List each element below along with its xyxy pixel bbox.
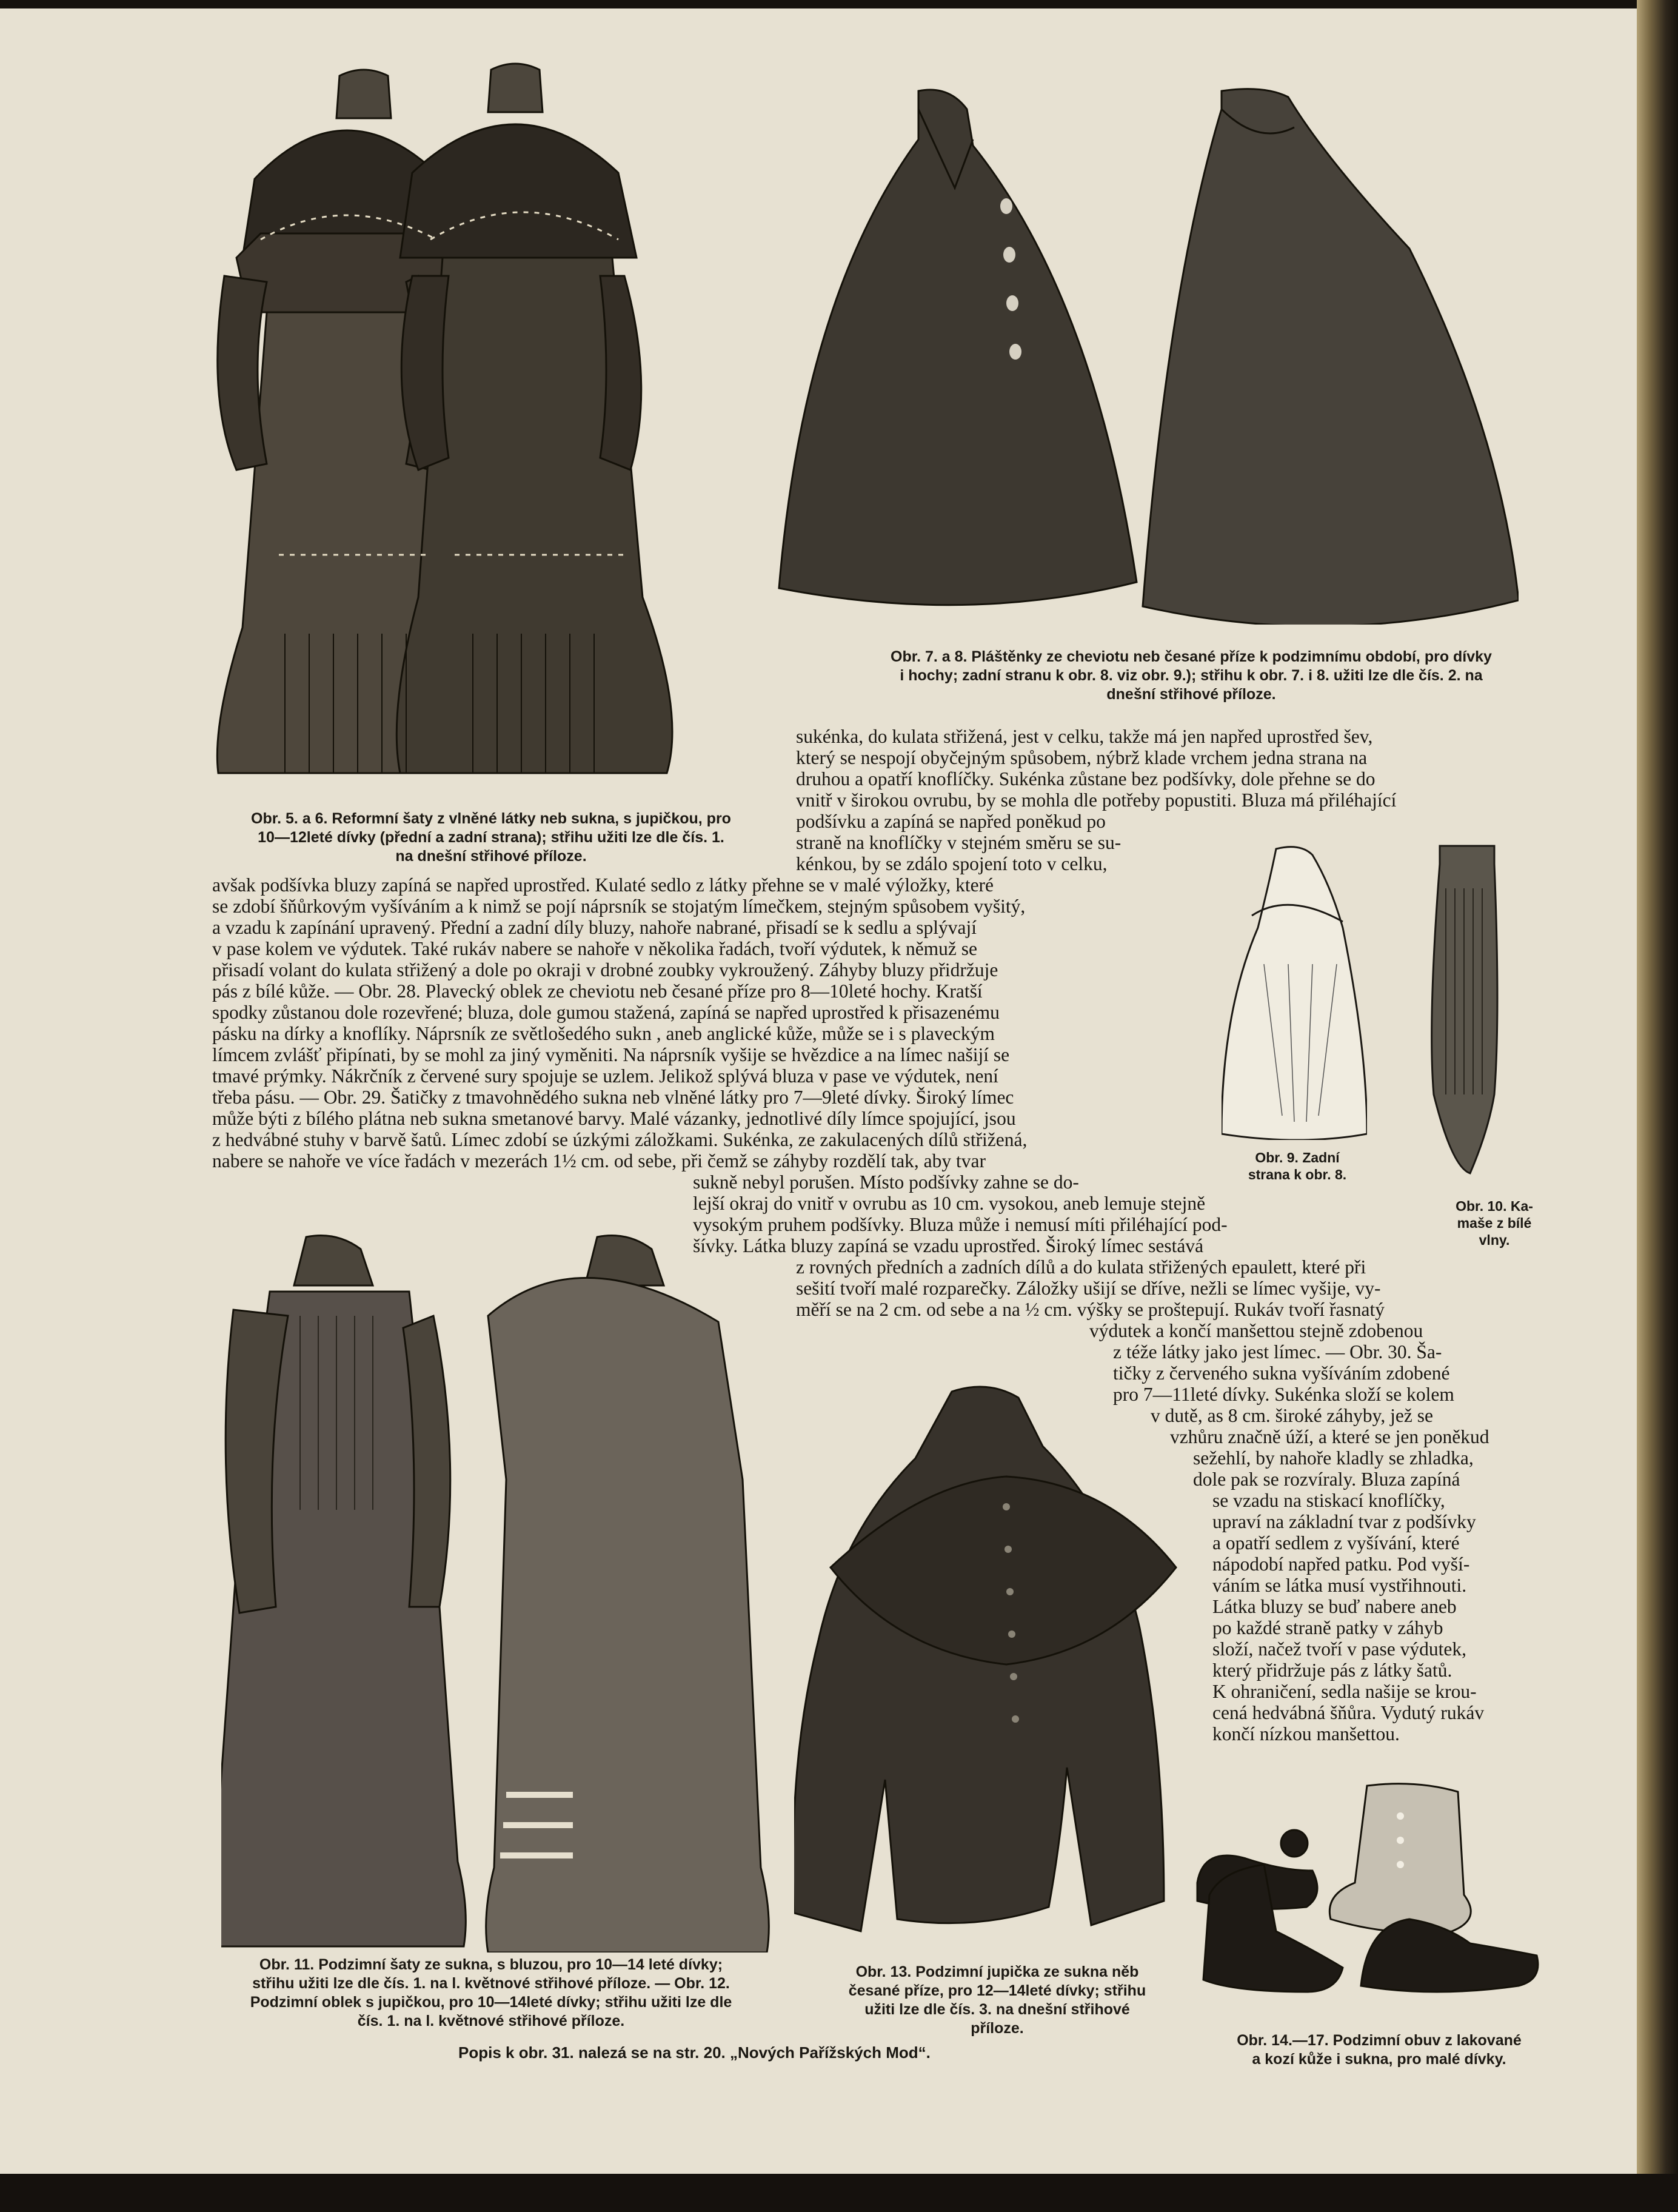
caption-line: maše z bílé [1457,1215,1532,1231]
caption-line: 10—12leté dívky (přední a zadní strana); střihu užiti lze dle čís. 1. [258,829,724,846]
body-line: kénkou, by se zdálo spojení toto v celku, [796,853,1108,874]
body-line: sežehlí, by nahoře kladly se zhladka, [1193,1447,1474,1469]
caption-fig-10 [1434,1198,1555,1248]
body-line: složí, načež tvoří v pase výdutek, [1212,1638,1466,1660]
caption-line: Obr. 13. Podzimní jupička ze sukna něb [855,1963,1139,1980]
caption-fig-13 [815,1963,1179,2038]
body-line: pásku na dírky a knoflíky. Náprsník ze světlošedého sukn , aneb anglické kůže, může se i s plaveckým [212,1023,995,1044]
body-line: který přidržuje pás z látky šatů. [1212,1660,1452,1681]
caption-fig-7-8 [824,648,1558,704]
body-line: tmavé prýmky. Nákrčník z červené sury spojuje se uzlem. Jelikož splývá bluza v pase ve výdutek, není [212,1065,998,1087]
caption-line: i hochy; zadní stranu k obr. 8. viz obr. 9.); střihu k obr. 7. i 8. užiti lze dle čís. 2. na [900,667,1483,684]
caption-line: Podzimní oblek s jupičkou, pro 10—14leté dívky; střihu užiti lze dle [250,1994,732,2011]
body-line: pro 7—11leté dívky. Sukénka složí se kolem [1113,1384,1454,1405]
body-line: dole pak se rozvíraly. Bluza zapíná [1193,1469,1460,1490]
caption-line: na dnešní střihové příloze. [395,848,587,865]
caption-fig-11-12 [203,1956,779,2031]
body-line: z hedvábné stuhy v barvě šatů. Límec zdobí se úzkými záložkami. Sukénka, ze zakulacených dílů střižená, [212,1129,1028,1150]
caption-fig-9 [1237,1149,1358,1183]
body-line: výdutek a končí manšettou stejně zdobenou [1089,1320,1423,1341]
illustration-fig-14-17 [1191,1780,1555,2016]
body-line: šívky. Látka bluzy zapíná se vzadu uprostřed. Široký límec sestává [693,1235,1204,1256]
body-line: měří se na 2 cm. od sebe a na ½ cm. výšky se proštepují. Rukáv tvoří řasnatý [796,1299,1385,1320]
body-line: nápodobí napřed patku. Pod vyší- [1212,1553,1470,1575]
body-line: avšak podšívka bluzy zapíná se napřed uprostřed. Kulaté sedlo z látky přehne se v malé výložky, které [212,874,994,896]
body-line: sukně nebyl porušen. Místo podšívky zahne se do- [693,1171,1079,1193]
caption-line: Obr. 10. Ka- [1456,1198,1533,1214]
page-footer-note: Popis k obr. 31. nalezá se na str. 20. „Nových Pařížských Mod“. [458,2043,931,2062]
body-line: nabere se nahoře ve více řadách v mezerách 1½ cm. od sebe, při čemž se záhyby rozdělí tak, aby tvar [212,1150,986,1171]
body-line: končí nízkou manšettou. [1212,1723,1400,1744]
body-line: třeba pásu. — Obr. 29. Šatičky z tmavohnědého sukna neb vlněné látky pro 7—9leté dívky. Široký límec [212,1087,1014,1108]
caption-line: Obr. 7. a 8. Pláštěnky ze cheviotu neb česané příze k podzimnímu období, pro dívky [891,648,1492,665]
body-line: Látka bluzy se buď nabere aneb [1212,1596,1457,1617]
body-line: a vzadu k zapínání upravený. Přední a zadní díly bluzy, nahoře nabrané, přisadí se k sedlu a splývají [212,917,977,938]
caption-line: střihu užiti lze dle čís. 1. na l. květnové střihové příloze. — Obr. 12. [252,1975,730,1992]
body-line: z rovných předních a zadních dílů a do kulata střižených epaulett, které při [796,1256,1366,1278]
body-line: tičky z červeného sukna vyšíváním zdobené [1113,1362,1450,1384]
caption-line: Obr. 5. a 6. Reformní šaty z vlněné látky neb sukna, s jupičkou, pro [251,810,731,827]
body-line: po každé straně patky v záhyb [1212,1617,1443,1638]
body-line: v dutě, as 8 cm. široké záhyby, jež se [1151,1405,1433,1426]
body-line: K ohraničení, sedla našije se krou- [1212,1681,1477,1702]
body-line: sešití tvoří malé rozparečky. Záložky ušijí se dříve, nežli se límec vyšije, vy- [796,1278,1381,1299]
body-line: se vzadu na stiskací knoflíčky, [1212,1490,1445,1511]
body-line: z téže látky jako jest límec. — Obr. 30. Ša- [1113,1341,1442,1362]
body-line: a opatří sedlem z vyšívání, které [1212,1532,1460,1553]
body-line: cená hedvábná šňůra. Vydutý rukáv [1212,1702,1485,1723]
body-line: straně na knoflíčky v stejném směru se su- [796,832,1121,853]
caption-line: česané příze, pro 12—14leté dívky; střihu [848,1982,1146,1999]
body-line: upraví na základní tvar z podšívky [1212,1511,1476,1532]
scan-binding-edge [1637,0,1678,2212]
caption-line: a kozí kůže i sukna, pro malé dívky. [1252,2051,1506,2068]
caption-fig-14-17 [1203,2031,1555,2069]
caption-line: Obr. 14.—17. Podzimní obuv z lakované [1237,2032,1522,2049]
body-line: podšívku a zapíná se napřed poněkud po [796,811,1106,832]
caption-line: strana k obr. 8. [1248,1167,1347,1182]
caption-line: Obr. 9. Zadní [1255,1150,1340,1165]
scan-top-border [0,0,1678,8]
body-line: který se nespojí obyčejným spůsobem, nýbrž klade vrchem jedna strana na [796,747,1368,768]
body-line: v pase kolem ve výdutek. Také rukáv nabere se nahoře v několika řadách, tvoří výdutek, k němuž se [212,938,978,959]
illustration-fig-10 [1428,840,1513,1179]
body-line: sukénka, do kulata střižená, jest v celku, takže má jen napřed uprostřed šev, [796,726,1373,747]
caption-line: Obr. 11. Podzimní šaty ze sukna, s bluzou, pro 10—14 leté dívky; [259,1956,723,1973]
body-line: spodky zůstanou dole rozevřené; bluza, dole gumou stažená, zapíná se napřed uprostřed k přisazenému [212,1002,1000,1023]
body-line: lejší okraj do vnitř v ovrubu as 10 cm. vysokou, aneb lemuje stejně [693,1193,1206,1214]
body-line: se zdobí šňůrkovým vyšíváním a k nimž se pojí náprsník se stojatým límečkem, stejným spůsobem vyšitý, [212,896,1026,917]
body-line: druhou a opatří knoflíčky. Sukénka zůstane bez podšívky, dole přehne se do [796,768,1375,789]
illustration-fig-5-6 [200,58,734,791]
body-line: pás z bílé kůže. — Obr. 28. Plavecký oblek ze cheviotu neb česané příze pro 8—10leté hochy. Kratší [212,980,983,1002]
scan-bottom-border [0,2174,1678,2212]
illustration-fig-7-8 [767,85,1519,625]
illustration-fig-9 [1222,843,1367,1140]
body-line: přisadí volant do kulata střižený a dole po okraji v drobné zoubky vykroužený. Záhyby bluzy přidržuje [212,959,998,980]
body-line: vzhůru značně úží, a které se jen poněkud [1170,1426,1489,1447]
body-line: vnitř v širokou ovrubu, by se mohla dle potřeby popustiti. Bluza má přiléhající [796,789,1397,811]
caption-fig-5-6 [209,809,773,866]
illustration-fig-13 [794,1386,1188,1949]
illustration-fig-11-12 [221,1231,779,1952]
caption-line: dnešní střihové příloze. [1106,686,1276,703]
body-line: váním se látka musí vystřihnouti. [1212,1575,1467,1596]
body-line: vysokým pruhem podšívky. Bluza může i nemusí míti přiléhající pod- [693,1214,1228,1235]
caption-line: vlny. [1479,1232,1510,1248]
body-line: může býti z bílého plátna neb sukna smetanové barvy. Malé vázanky, jednotlivé díly límce spojující, jsou [212,1108,1016,1129]
caption-line: příloze. [971,2020,1024,2037]
body-line: límcem zvlášť připínati, by se mohl za jiný vyměniti. Na náprsník vyšije se hvězdice a na límec našijí se [212,1044,1010,1065]
caption-line: užiti lze dle čís. 3. na dnešní střihové [864,2001,1130,2018]
caption-line: čís. 1. na l. květnové střihové příloze. [357,2013,625,2029]
